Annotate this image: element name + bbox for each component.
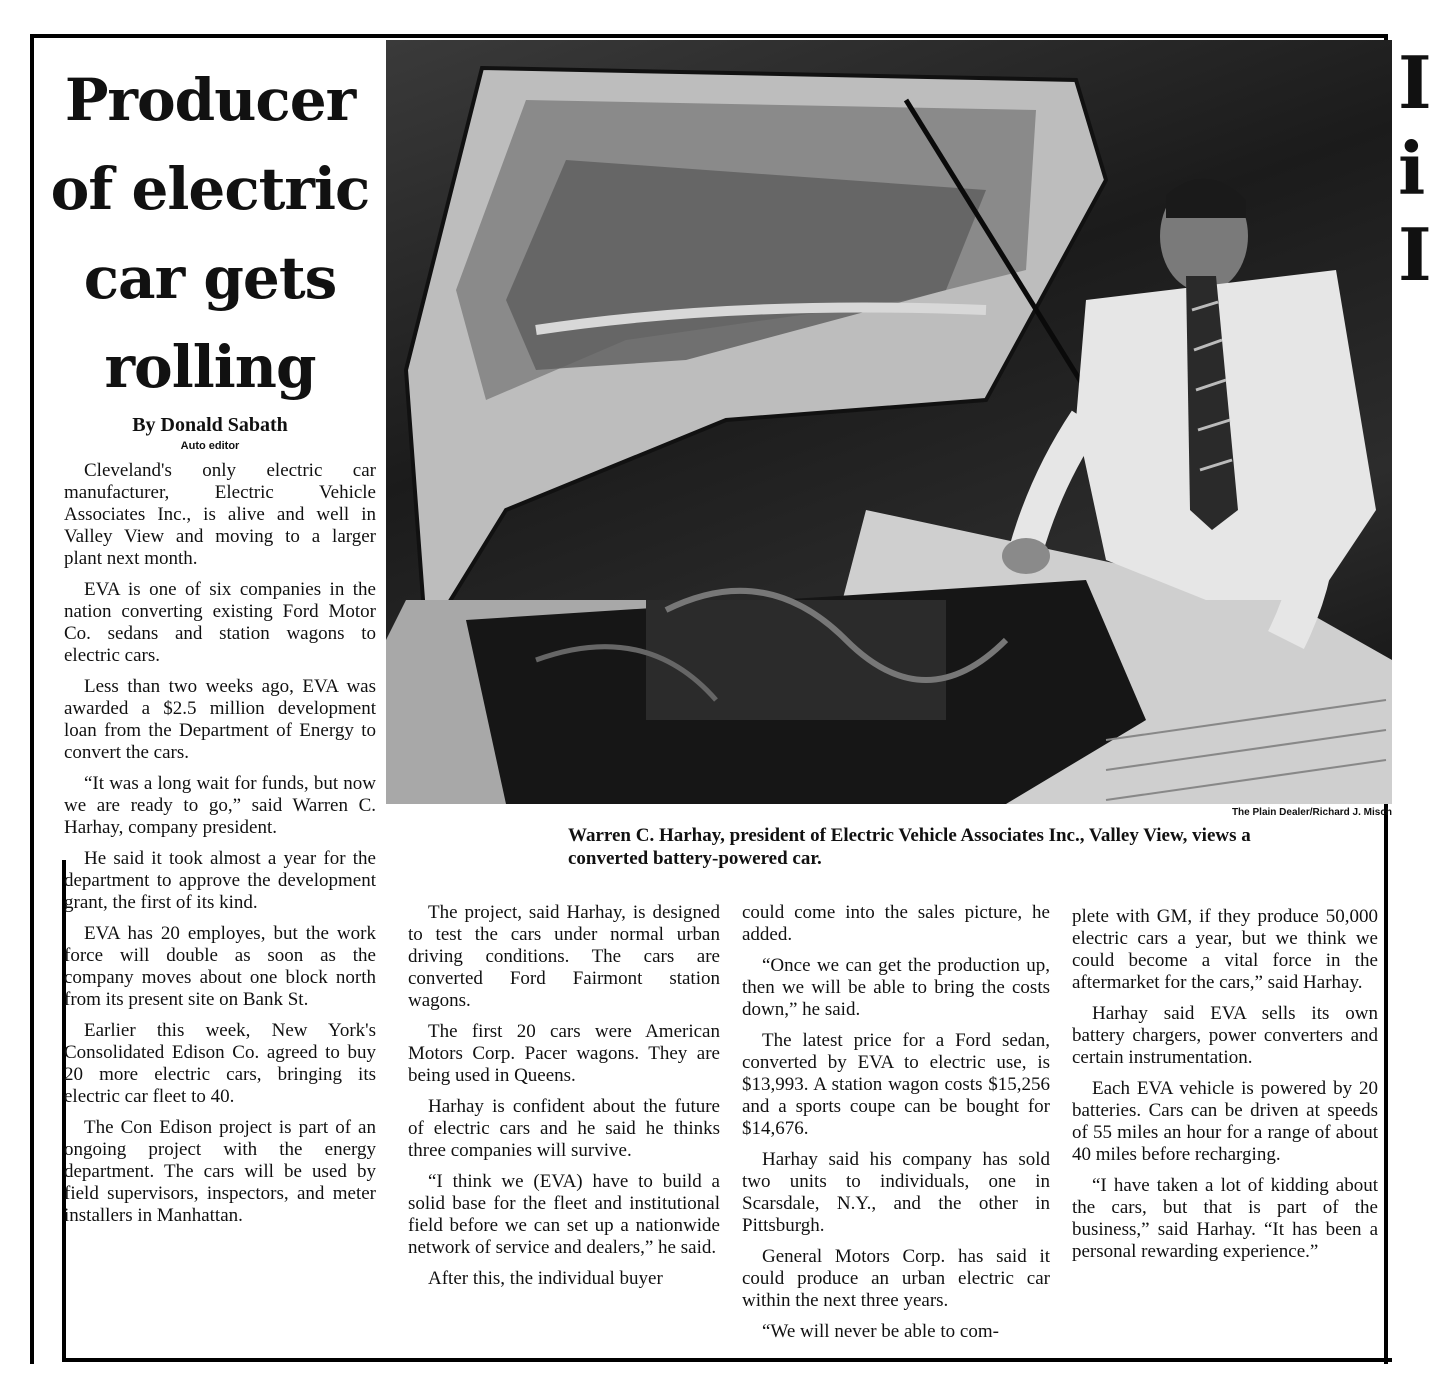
article-column-3 (742, 902, 1050, 1352)
paragraph: could come into the sales picture, he added. (742, 902, 1050, 945)
paragraph: “We will never be able to com- (762, 1321, 999, 1342)
paragraph: EVA has 20 employes, but the work force will double as soon as the company moves about one block north from its present site on Bank St. (64, 923, 376, 1010)
paragraph: “I have taken a lot of kidding about the cars, but that is part of the business,” said Harhay. “It has been a personal rewarding experience.” (1072, 1175, 1378, 1262)
adjacent-article-fragment: I i I (1398, 40, 1432, 297)
photo-caption: Warren C. Harhay, president of Electric Vehicle Associates Inc., Valley View, views a converted battery-powered car. (568, 825, 1251, 869)
news-photo (386, 40, 1392, 804)
paragraph: Harhay said his company has sold two units to individuals, one in Scarsdale, N.Y., and the other in Pittsburgh. (742, 1149, 1050, 1236)
byline: By Donald Sabath (132, 414, 288, 436)
paragraph: After this, the individual buyer (428, 1268, 663, 1289)
paragraph: plete with GM, if they produce 50,000 electric cars a year, but we think we could become a vital force in the aftermarket for the cars,” said Harhay. (1072, 906, 1378, 993)
paragraph: The latest price for a Ford sedan, converted by EVA to electric use, is $13,993. A station wagon costs $15,256 and a sports coupe can be bought for $14,676. (742, 1030, 1050, 1139)
article-column-4 (1072, 906, 1378, 1272)
paragraph: General Motors Corp. has said it could produce an urban electric car within the next three years. (742, 1246, 1050, 1311)
paragraph: “I think we (EVA) have to build a solid base for the fleet and institutional field before we can set up a nationwide network of service and dealers,” he said. (408, 1171, 720, 1258)
article-column-2 (408, 902, 720, 1299)
headline: Producer of electric car gets rolling (50, 66, 370, 401)
paragraph: He said it took almost a year for the department to approve the development grant, the first of its kind. (64, 848, 376, 913)
paragraph: “It was a long wait for funds, but now we are ready to go,” said Warren C. Harhay, company president. (64, 773, 376, 838)
paragraph: “Once we can get the production up, then we will be able to bring the costs down,” he said. (742, 955, 1050, 1020)
car-engine-photo-illustration (386, 40, 1392, 804)
paragraph: Harhay said EVA sells its own battery chargers, power converters and certain instrumentation. (1072, 1003, 1378, 1068)
article-column-1 (64, 460, 376, 1236)
paragraph: The Con Edison project is part of an ongoing project with the energy department. The cars will be used by field supervisors, inspectors, and meter installers in Manhattan. (64, 1117, 376, 1226)
paragraph: The project, said Harhay, is designed to test the cars under normal urban driving conditions. The cars are converted Ford Fairmont station wagons. (408, 902, 720, 1011)
paragraph: Earlier this week, New York's Consolidated Edison Co. agreed to buy 20 more electric cars, bringing its electric car fleet to 40. (64, 1020, 376, 1107)
paragraph: Harhay is confident about the future of electric cars and he said he thinks three companies will survive. (408, 1096, 720, 1161)
byline-role: Auto editor (180, 440, 240, 452)
paragraph: EVA is one of six companies in the nation converting existing Ford Motor Co. sedans and station wagons to electric cars. (64, 579, 376, 666)
paragraph: Cleveland's only electric car manufacturer, Electric Vehicle Associates Inc., is alive and well in Valley View and moving to a larger plant next month. (64, 460, 376, 569)
paragraph: The first 20 cars were American Motors Corp. Pacer wagons. They are being used in Queens. (408, 1021, 720, 1086)
photo-credit: The Plain Dealer/Richard J. Misch (1231, 807, 1392, 818)
bottom-rule (62, 1358, 1392, 1362)
paragraph: Each EVA vehicle is powered by 20 batteries. Cars can be driven at speeds of 55 miles an hour for a range of about 40 miles before recharging. (1072, 1078, 1378, 1165)
paragraph: Less than two weeks ago, EVA was awarded a $2.5 million development loan from the Department of Energy to convert the cars. (64, 676, 376, 763)
